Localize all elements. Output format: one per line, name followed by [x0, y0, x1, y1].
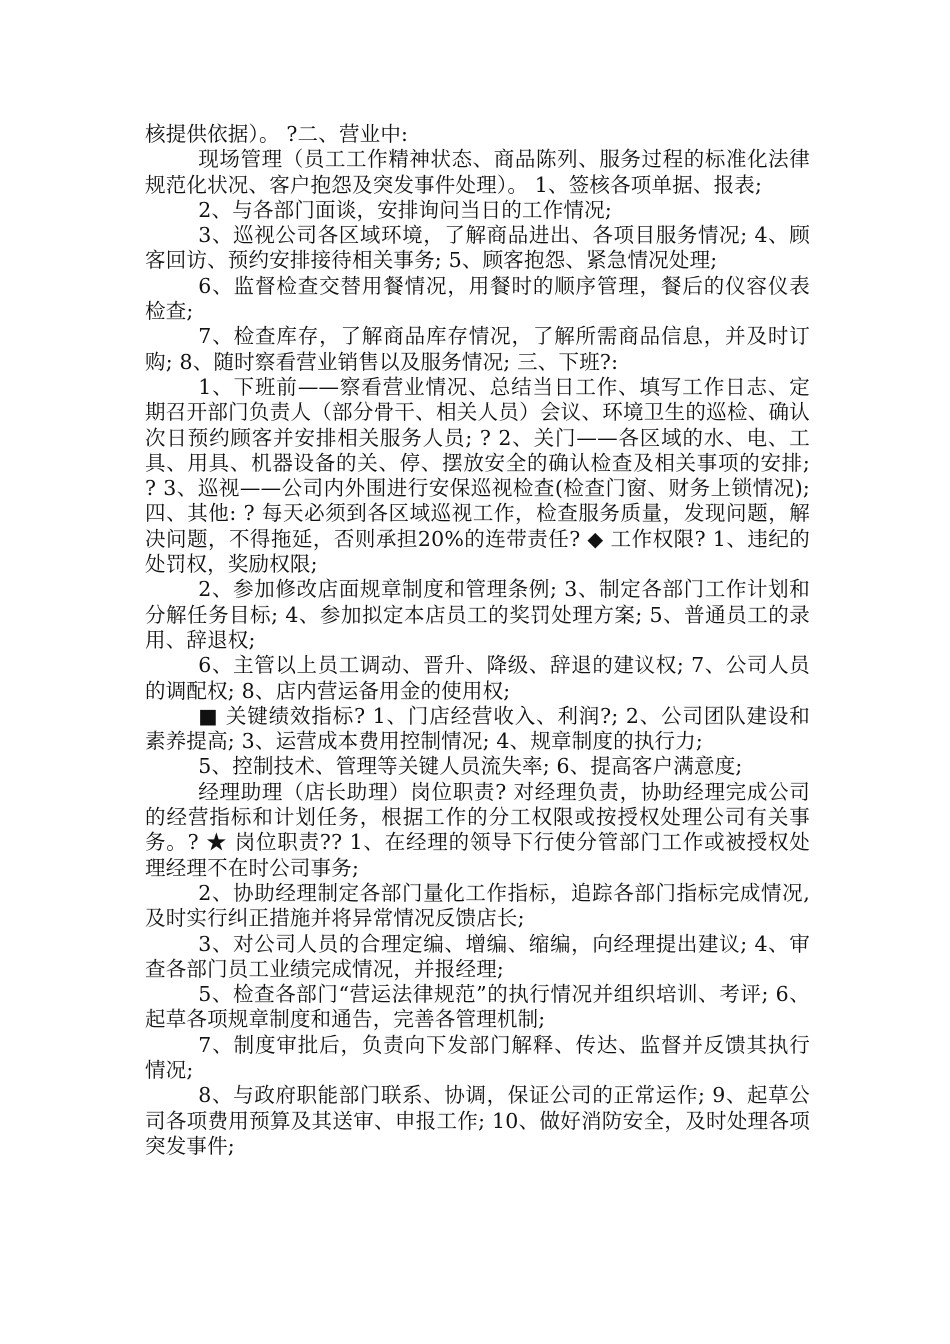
paragraph: 5、检查各部门“营运法律规范”的执行情况并组织培训、考评; 6、起草各项规章制度和通告，完善各管理机制; [145, 982, 810, 1032]
paragraph: 核提供依据）。 ?二、营业中: [145, 122, 409, 146]
paragraph: 2、协助经理制定各部门量化工作指标，追踪各部门指标完成情况,及时实行纠正措施并将异常情况反馈店长; [145, 880, 810, 931]
paragraph: 1、下班前——察看营业情况、总结当日工作、填写工作日志、定期召开部门负责人（部分骨干、相关人员）会议、环境卫生的巡检、确认次日预约顾客并安排相关服务人员; ? 2、关门——各区域的水、电、工具、用具、机器设备的关、停、摆放安全的确认检查及相关事项的安排; ? 3、巡视——公司内外围进行安保巡视检查(检查门窗、财务上锁情况); 四、其他: ? 每天必须到各区域巡视工作，检查服务质量，发现问题，解决问题，不得拖延，否则承担20%的连带责任? ◆ 工作权限? 1、违纪的处罚权，奖励权限; [145, 374, 810, 577]
paragraph: 现场管理（员工工作精神状态、商品陈列、服务过程的标准化法律规范化状况、客户抱怨及突发事件处理）。 1、签核各项单据、报表; [145, 147, 810, 197]
document-body [145, 122, 810, 1159]
paragraph: 3、巡视公司各区域环境，了解商品进出、各项目服务情况; 4、顾客回访、预约安排接待相关事务; 5、顾客抱怨、紧急情况处理; [145, 223, 810, 273]
paragraph: 7、检查库存，了解商品库存情况，了解所需商品信息，并及时订购; 8、随时察看营业销售以及服务情况; 三、下班?: [145, 324, 810, 374]
paragraph: 3、对公司人员的合理定编、增编、缩编，向经理提出建议; 4、审查各部门员工业绩完成情况，并报经理; [145, 931, 810, 981]
paragraph: 5、控制技术、管理等关键人员流失率; 6、提高客户满意度; [198, 754, 743, 779]
paragraph: 8、与政府职能部门联系、协调，保证公司的正常运作; 9、起草公司各项费用预算及其送审、申报工作; 10、做好消防安全，及时处理各项突发事件; [145, 1083, 810, 1158]
paragraph: 2、参加修改店面规章制度和管理条例; 3、制定各部门工作计划和分解任务目标; 4、参加拟定本店员工的奖罚处理方案; 5、普通员工的录用、辞退权; [145, 577, 810, 652]
paragraph: 6、监督检查交替用餐情况，用餐时的顺序管理，餐后的仪容仪表检查; [145, 273, 810, 324]
paragraph: 2、与各部门面谈，安排询问当日的工作情况; [198, 197, 612, 222]
paragraph: 经理助理（店长助理）岗位职责? 对经理负责，协助经理完成公司的经营指标和计划任务，根据工作的分工权限或按授权处理公司有关事务。? ★ 岗位职责?? 1、在经理的领导下行使分管部门工作或被授权处理经理不在时公司事务; [145, 779, 810, 880]
paragraph: ■ 关键绩效指标? 1、门店经营收入、利润?; 2、公司团队建设和素养提高; 3、运营成本费用控制情况; 4、规章制度的执行力; [145, 703, 810, 754]
paragraph: 7、制度审批后，负责向下发部门解释、传达、监督并反馈其执行情况; [145, 1032, 810, 1082]
paragraph: 6、主管以上员工调动、晋升、降级、辞退的建议权; 7、公司人员的调配权; 8、店内营运备用金的使用权; [145, 653, 810, 703]
